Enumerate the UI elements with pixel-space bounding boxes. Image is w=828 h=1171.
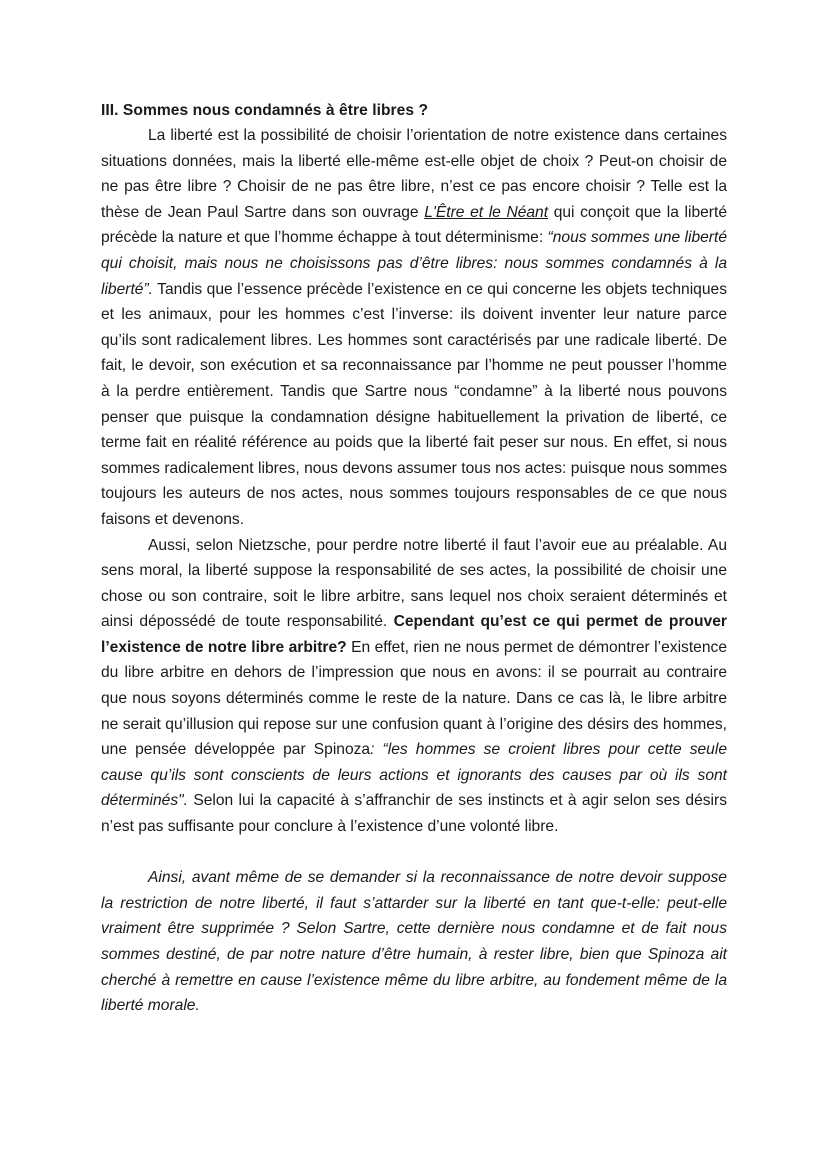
text-run: Tandis que l’essence précède l’existence en ce qui concerne les objets techniques et les animaux, pour les hommes c’est l’inverse: ils doivent inventer leur nature parce qu’ils sont radicalement libres. Les hommes sont caractérisés par une radicale liberté. De fait, le devoir, son exécution et sa reconnaissance par l’homme ne peut pousser l’homme à la perdre entièrement. Tandis que Sartre nous “condamne” à la liberté nous pouvons penser que puisque la condamnation désigne habituellement la privation de liberté, ce terme fait en réalité référence au poids que la liberté fait peser sur nous. En effet, si nous sommes radicalement libres, nous devons assumer tous nos actes: puisque nous sommes toujours les auteurs de nos actes, nous sommes toujours responsables de ce que nous faisons et devenons. bbox=[101, 280, 727, 528]
paragraph-spacer bbox=[101, 840, 727, 866]
text-run: Selon lui la capacité à s’affranchir de ses instincts et à agir selon ses désirs n’est pas suffisante pour conclure à l’existence d’une volonté libre. bbox=[101, 792, 727, 836]
book-title: L'Être et le Néant bbox=[424, 203, 549, 221]
paragraph-nietzsche-spinoza bbox=[101, 533, 727, 840]
text-run: qui conçoit que la liberté précède la nature et que l’homme échappe à tout déterminisme: bbox=[101, 203, 727, 247]
paragraph-sartre bbox=[101, 123, 727, 533]
text-run: La liberté est la possibilité de choisir l’orientation de notre existence dans certaines situations données, mais la liberté elle-même est-elle objet de choix ? Peut-on choisir de ne pas être libre ? Choisir de ne pas être libre, n’est ce pas encore choisir ? Telle est la thèse de Jean Paul Sartre dans son ouvrage bbox=[101, 127, 727, 221]
text-run: En effet, rien ne nous permet de démontrer l’existence du libre arbitre en dehors de l’impression que nous en avons: il se pourrait au contraire que nous soyons déterminés comme le reste de la nature. Dans ce cas là, le libre arbitre ne serait qu’illusion qui repose sur une confusion quant à l’origine des désirs des hommes, une pensée développée par Spinoza bbox=[101, 638, 727, 759]
spinoza-quote: : “les hommes se croient libres pour cette seule cause qu’ils sont conscients de leurs actions et ignorants des causes par où ils sont déterminés". bbox=[101, 741, 727, 810]
paragraph-conclusion: Ainsi, avant même de se demander si la reconnaissance de notre devoir suppose la restriction de notre liberté, il faut s’attarder sur la liberté en tant que-t-elle: peut-elle vraiment être supprimée ? Selon Sartre, cette dernière nous condamne et de fait nous sommes destiné, de par notre nature d’être humain, à rester libre, bien que Spinoza ait cherché à remettre en cause l’existence même du libre arbitre, au fondement même de la liberté morale. bbox=[101, 869, 727, 1015]
text-run: Aussi, selon Nietzsche, pour perdre notre liberté il faut l’avoir eue au préalable. Au sens moral, la liberté suppose la responsabilité de ses actes, la possibilité de choisir une chose ou son contraire, soit le libre arbitre, sans lequel nos choix seraient déterminés et ainsi dépossédé de toute responsabilité. bbox=[101, 536, 727, 631]
key-question: Cependant qu’est ce qui permet de prouver l’existence de notre libre arbitre? bbox=[101, 613, 727, 656]
sartre-quote: “nous sommes une liberté qui choisit, mais nous ne choisissons pas d’être libres: nous sommes condamnés à la liberté”. bbox=[101, 229, 727, 298]
section-heading: III. Sommes nous condamnés à être libres ? bbox=[101, 102, 429, 119]
